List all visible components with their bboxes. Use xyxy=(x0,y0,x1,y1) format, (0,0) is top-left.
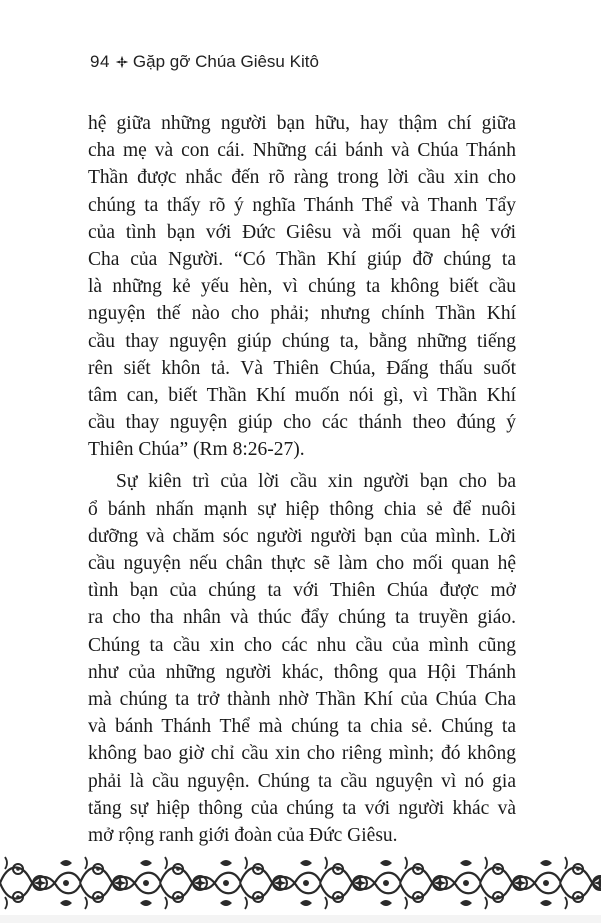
running-header xyxy=(90,52,319,72)
floral-ornament-border xyxy=(0,851,601,915)
paragraph xyxy=(88,468,516,849)
text-line: Chúng ta cầu xin cho các nhu cầu của mình cũng xyxy=(88,634,516,656)
page-number: 94 xyxy=(90,52,110,71)
text-line: Sự kiên trì của lời cầu xin người bạn cho ba xyxy=(116,471,516,493)
text-line: như của những người khác, thông qua Hội Thánh xyxy=(88,661,516,683)
book-title: Gặp gỡ Chúa Giêsu Kitô xyxy=(132,52,319,71)
text-line: Thần được nhắc đến rõ ràng trong lời cầu xin cho xyxy=(88,167,516,189)
text-line: tình bạn của chúng ta với Thiên Chúa được mở xyxy=(88,580,516,602)
cross-patee-icon xyxy=(115,55,129,69)
text-line: mà chúng ta trở thành nhờ Thần Khí của Chúa Cha xyxy=(88,688,516,710)
text-line: ổ bánh nhấn mạnh sự hiệp thông chia sẻ để nuôi xyxy=(88,498,516,520)
text-line: dưỡng và chăm sóc người người bạn của mình. Lời xyxy=(88,525,516,547)
text-line: mở rộng ranh giới đoàn của Đức Giêsu. xyxy=(88,824,398,846)
text-line: hệ giữa những người bạn hữu, hay thậm chí giữa xyxy=(88,113,516,134)
text-line: tăng sự hiệp thông của chúng ta với người khác và xyxy=(88,797,516,819)
text-line: chúng ta thấy rõ ý nghĩa Thánh Thể và Thanh Tẩy xyxy=(88,194,516,216)
text-line: phải là cầu nguyện. Chúng ta cầu nguyện vì nó gia xyxy=(88,770,516,792)
text-line: nguyện thế nào cho phải; nhưng chính Thần Khí xyxy=(88,303,516,325)
text-line: cầu nguyện nếu chân thực sẽ làm cho mối quan hệ xyxy=(88,553,516,574)
text-line: cha mẹ và con cái. Những cái bánh và Chúa Thánh xyxy=(88,140,516,162)
text-line: tâm can, biết Thần Khí muốn nói gì, vì Thần Khí xyxy=(88,384,516,406)
text-line: của tình bạn với Đức Giêsu và mối quan hệ với xyxy=(88,221,516,243)
paragraph xyxy=(88,110,516,463)
text-line: và bánh Thánh Thể mà chúng ta chia sẻ. Chúng ta xyxy=(88,716,516,738)
text-line: rên siết khôn tả. Và Thiên Chúa, Đấng thấu suốt xyxy=(88,357,516,379)
text-line: không bao giờ chỉ cầu xin cho riêng mình; đó không xyxy=(88,743,516,765)
text-line: cầu thay nguyện giúp cho các thánh theo đúng ý xyxy=(88,412,516,434)
text-line: là những kẻ yếu hèn, vì chúng ta không biết cầu xyxy=(88,276,516,298)
page-bottom-edge xyxy=(0,915,601,923)
main-text xyxy=(88,110,516,849)
text-line: cầu thay nguyện giúp chúng ta, bằng những tiếng xyxy=(88,330,516,352)
text-line: ra cho tha nhân và thúc đẩy chúng ta truyền giáo. xyxy=(88,607,516,629)
text-line: Thiên Chúa” (Rm 8:26-27). xyxy=(88,439,305,461)
text-line: Cha của Người. “Có Thần Khí giúp đỡ chúng ta xyxy=(88,248,516,270)
